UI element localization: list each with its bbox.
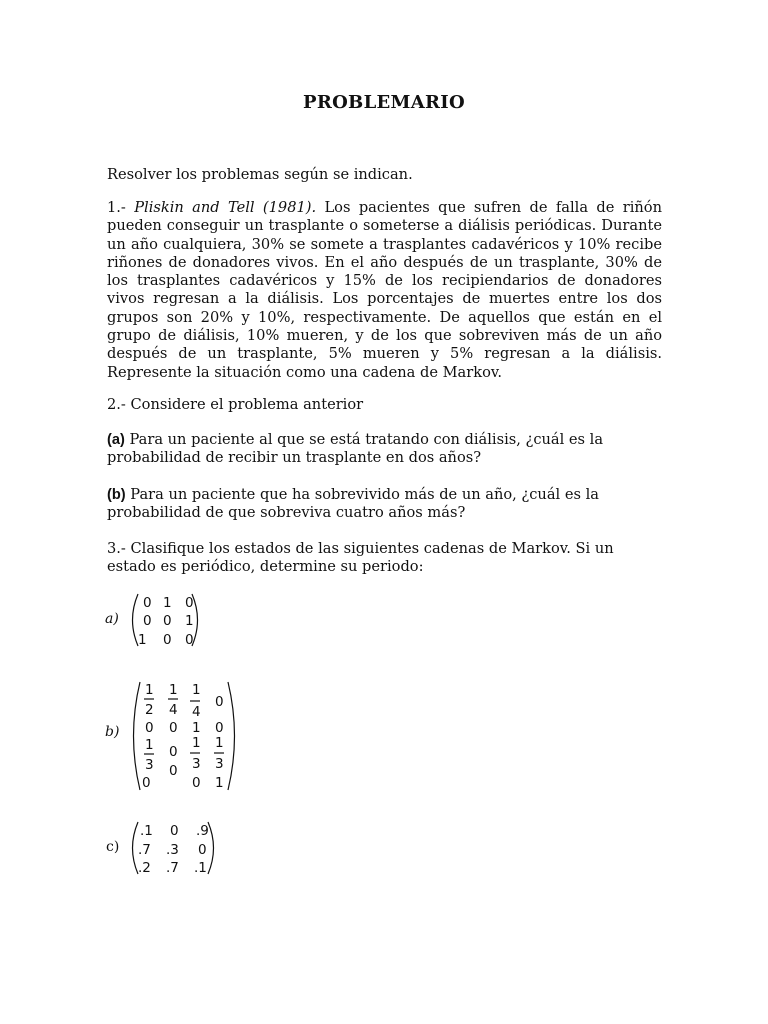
matrix-c-cell: .1 [194, 860, 207, 876]
matrix-b-cell: 3 [192, 756, 201, 772]
problem-3-text: 3.- Clasifique los estados de las siguientes cadenas de Markov. Si un estado es periódico, determine su periodo: [107, 540, 614, 576]
matrix-a-label: a) [105, 611, 119, 627]
matrix-c-cell: .1 [140, 823, 153, 839]
intro-text: Resolver los problemas según se indican. [107, 166, 413, 183]
problem-2a [107, 431, 627, 468]
matrix-c-cell: .9 [196, 823, 209, 839]
matrix-b-cell: 3 [215, 756, 224, 772]
problem-2a-label: (a) [107, 432, 125, 448]
matrix-a-cell: 0 [185, 595, 194, 611]
matrix-a-cell: 0 [163, 632, 172, 648]
problem-2b-text: Para un paciente que ha sobrevivido más de un año, ¿cuál es la probabilidad de que sobreviva cuatro años más? [107, 486, 599, 522]
matrix-b-cell: 0 [142, 775, 151, 791]
matrix-c-cell: 0 [198, 842, 207, 858]
matrix-b-cell: 3 [145, 757, 154, 773]
matrix-a-cell: 0 [163, 613, 172, 629]
matrix-b-cell: 0 [169, 763, 178, 779]
matrix-b-left-paren [134, 682, 141, 790]
matrix-a [128, 592, 208, 648]
matrix-b-cell: 0 [169, 720, 178, 736]
matrix-b-cell: 0 [145, 720, 154, 736]
matrix-b-cell: 4 [169, 702, 178, 718]
matrix-c [128, 820, 220, 876]
matrix-b-cell: 0 [169, 744, 178, 760]
page-title: PROBLEMARIO [302, 92, 465, 113]
matrix-a-cell: 0 [185, 632, 194, 648]
matrix-c-cell: .2 [138, 860, 151, 876]
matrix-c-label: c) [106, 839, 120, 855]
matrix-b-cell: 0 [215, 720, 224, 736]
problem-2b [107, 486, 627, 523]
problem-2a-text: Para un paciente al que se está tratando con diálisis, ¿cuál es la probabilidad de recibir un trasplante en dos años? [107, 431, 604, 467]
matrix-b-cell: 4 [192, 704, 201, 720]
matrix-c-cell: .7 [138, 842, 151, 858]
matrix-b [130, 680, 240, 792]
matrix-c-cell: 0 [170, 823, 179, 839]
problem-1-citation: Pliskin and Tell (1981). [134, 199, 317, 216]
matrix-b-right-paren [228, 682, 235, 790]
matrix-c-cell: .7 [166, 860, 179, 876]
matrix-b-cell: 1 [145, 682, 154, 698]
matrix-b-label: b) [105, 724, 120, 740]
matrix-b-cell: 1 [215, 775, 224, 791]
matrix-b-cell: 1 [145, 737, 154, 753]
matrix-b-cell: 1 [215, 735, 224, 751]
problem-1-number: 1.- [107, 199, 135, 216]
matrix-a-cell: 0 [143, 613, 152, 629]
matrix-c-cell: .3 [166, 842, 179, 858]
matrix-a-cell: 1 [185, 613, 194, 629]
matrix-b-cell: 0 [192, 775, 201, 791]
matrix-a-cell: 1 [138, 632, 147, 648]
matrix-b-cell: 2 [145, 702, 154, 718]
problem-2b-label: (b) [107, 487, 126, 503]
problem-1-text: Los pacientes que sufren de falla de riñón pueden conseguir un trasplante o someterse a diálisis periódicas. Durante un año cualquiera, 30% se somete a trasplantes cadavéricos y 10% recibe riñones de donadores vivos. En el año después de un trasplante, 30% de los trasplantes cadavéricos y 15% de los recipiendarios de donadores vivos regresan a la diálisis. Los porcentajes de muertes entre los dos grupos son 20% y 10%, respectivamente. De aquellos que están en el grupo de diálisis, 10% mueren, y de los que sobreviven más de un año después de un trasplante, 5% mueren y 5% regresan a la diálisis. Represente la situación como una cadena de Markov. [107, 199, 662, 381]
problem-1 [107, 199, 662, 382]
matrix-b-cell: 1 [192, 720, 201, 736]
matrix-b-cell: 1 [192, 735, 201, 751]
matrix-b-cell: 0 [215, 694, 224, 710]
matrix-b-cell: 1 [192, 682, 201, 698]
matrix-a-cell: 1 [163, 595, 172, 611]
matrix-a-cell: 0 [143, 595, 152, 611]
matrix-b-cell: 1 [169, 682, 178, 698]
problem-2-heading: 2.- Considere el problema anterior [107, 396, 364, 413]
